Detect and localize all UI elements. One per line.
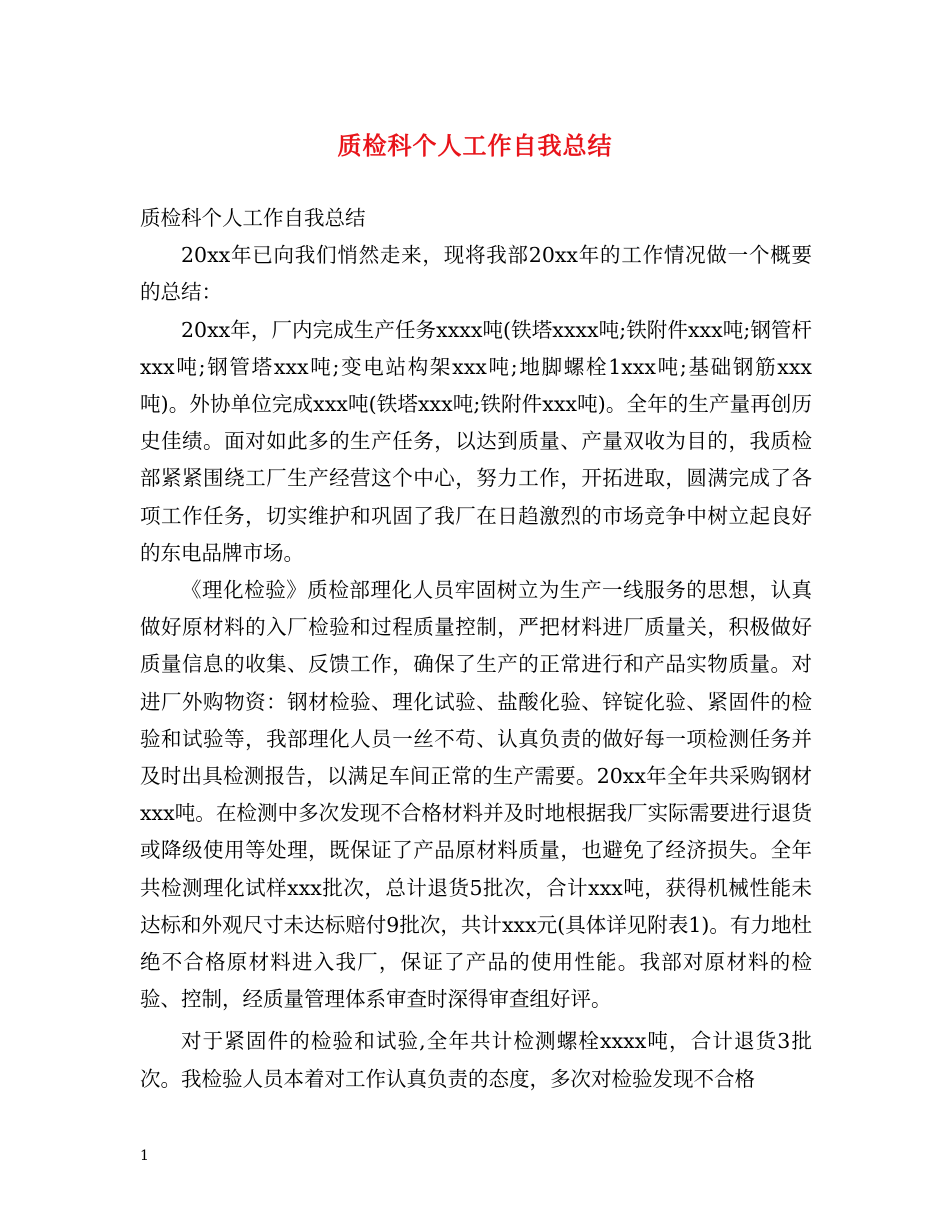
document-title: 质检科个人工作自我总结 bbox=[337, 131, 613, 160]
paragraph-heading: 质检科个人工作自我总结 bbox=[140, 206, 366, 230]
paragraph-intro: 20xx年已向我们悄然走来，现将我部20xx年的工作情况做一个概要的总结： bbox=[140, 243, 812, 305]
page-number: 1 bbox=[140, 1148, 149, 1164]
paragraph-fasteners: 对于紧固件的检验和试验,全年共计检测螺栓xxxx吨，合计退货3批次。我检验人员本着对工作认真负责的态度，多次对检验发现不合格 bbox=[140, 1029, 812, 1091]
document-body bbox=[140, 200, 812, 1098]
paragraph-production: 20xx年，厂内完成生产任务xxxx吨(铁塔xxxx吨;铁附件xxx吨;钢管杆xxx吨;钢管塔xxx吨;变电站构架xxx吨;地脚螺栓1xxx吨;基础钢筋xxx吨)。外协单位完成xxx吨(铁塔xxx吨;铁附件xxx吨)。全年的生产量再创历史佳绩。面对如此多的生产任务，以达到质量、产量双收为目的，我质检部紧紧围绕工厂生产经营这个中心，努力工作，开拓进取，圆满完成了各项工作任务，切实维护和巩固了我厂在日趋激烈的市场竞争中树立起良好的东电品牌市场。 bbox=[140, 317, 812, 565]
paragraph-inspection: 《理化检验》质检部理化人员牢固树立为生产一线服务的思想，认真做好原材料的入厂检验和过程质量控制，严把材料进厂质量关，积极做好质量信息的收集、反馈工作，确保了生产的正常进行和产品实物质量。对进厂外购物资：钢材检验、理化试验、盐酸化验、锌锭化验、紧固件的检验和试验等，我部理化人员一丝不苟、认真负责的做好每一项检测任务并及时出具检测报告，以满足车间正常的生产需要。20xx年全年共采购钢材xxx吨。在检测中多次发现不合格材料并及时地根据我厂实际需要进行退货或降级使用等处理，既保证了产品原材料质量，也避免了经济损失。全年共检测理化试样xxx批次，总计退货5批次，合计xxx吨，获得机械性能未达标和外观尺寸未达标赔付9批次，共计xxx元(具体详见附表1)。有力地杜绝不合格原材料进入我厂，保证了产品的使用性能。我部对原材料的检验、控制，经质量管理体系审查时深得审查组好评。 bbox=[140, 578, 812, 1012]
